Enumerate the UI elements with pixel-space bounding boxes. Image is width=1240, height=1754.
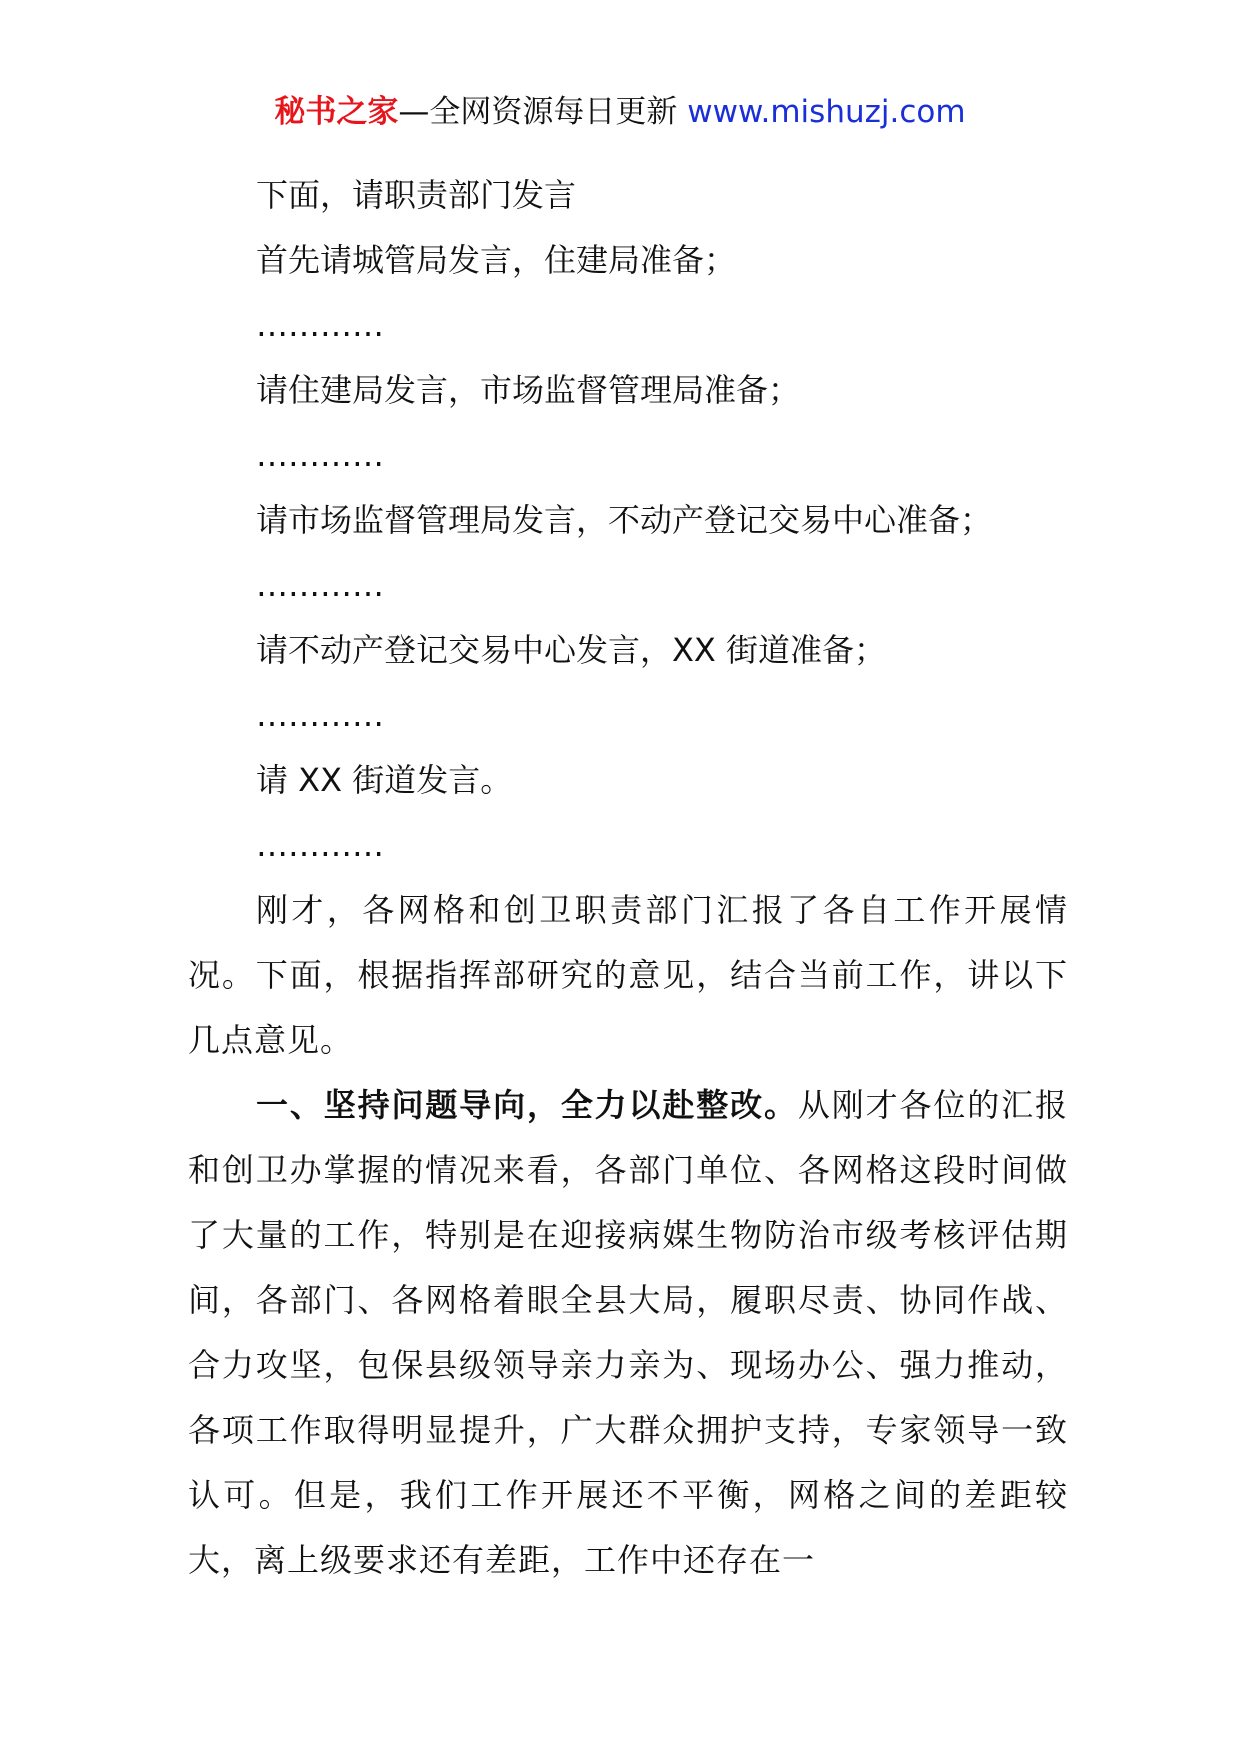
document-body: [188, 163, 1068, 1593]
ellipsis-line: …………: [256, 306, 384, 344]
section-one-body: 从刚才各位的汇报和创卫办掌握的情况来看，各部门单位、各网格这段时间做了大量的工作，特别是在迎接病媒生物防治市级考核评估期间，各部门、各网格着眼全县大局，履职尽责、协同作战、合力攻坚，包保县级领导亲力亲为、现场办公、强力推动，各项工作取得明显提升，广大群众拥护支持，专家领导一致认可。但是，我们工作开展还不平衡，网格之间的差距较大，离上级要求还有差距，工作中还存在一: [188, 1086, 1068, 1579]
speech-line: 下面，请职责部门发言: [256, 176, 577, 214]
site-tagline: —全网资源每日更新: [398, 94, 678, 130]
ellipsis-line: …………: [256, 436, 384, 474]
speech-line: 请市场监督管理局发言，不动产登记交易中心准备；: [256, 501, 993, 539]
site-url-link[interactable]: www.mishuzj.com: [687, 94, 966, 130]
speech-line: 首先请城管局发言，住建局准备；: [256, 241, 737, 279]
speech-line: 请 XX 街道发言。: [256, 761, 513, 799]
section-one-heading: 一、坚持问题导向，全力以赴整改。: [256, 1086, 798, 1124]
site-header: [0, 92, 1240, 132]
speech-line: 请不动产登记交易中心发言，XX 街道准备；: [256, 631, 887, 669]
speech-line: 请住建局发言，市场监督管理局准备；: [256, 371, 801, 409]
section-one-paragraph: [188, 1073, 1068, 1593]
ellipsis-line: …………: [256, 826, 384, 864]
ellipsis-line: …………: [256, 566, 384, 604]
summary-paragraph: 刚才，各网格和创卫职责部门汇报了各自工作开展情况。下面，根据指挥部研究的意见，结合当前工作，讲以下几点意见。: [188, 891, 1068, 1059]
site-brand: 秘书之家: [274, 94, 399, 130]
ellipsis-line: …………: [256, 696, 384, 734]
